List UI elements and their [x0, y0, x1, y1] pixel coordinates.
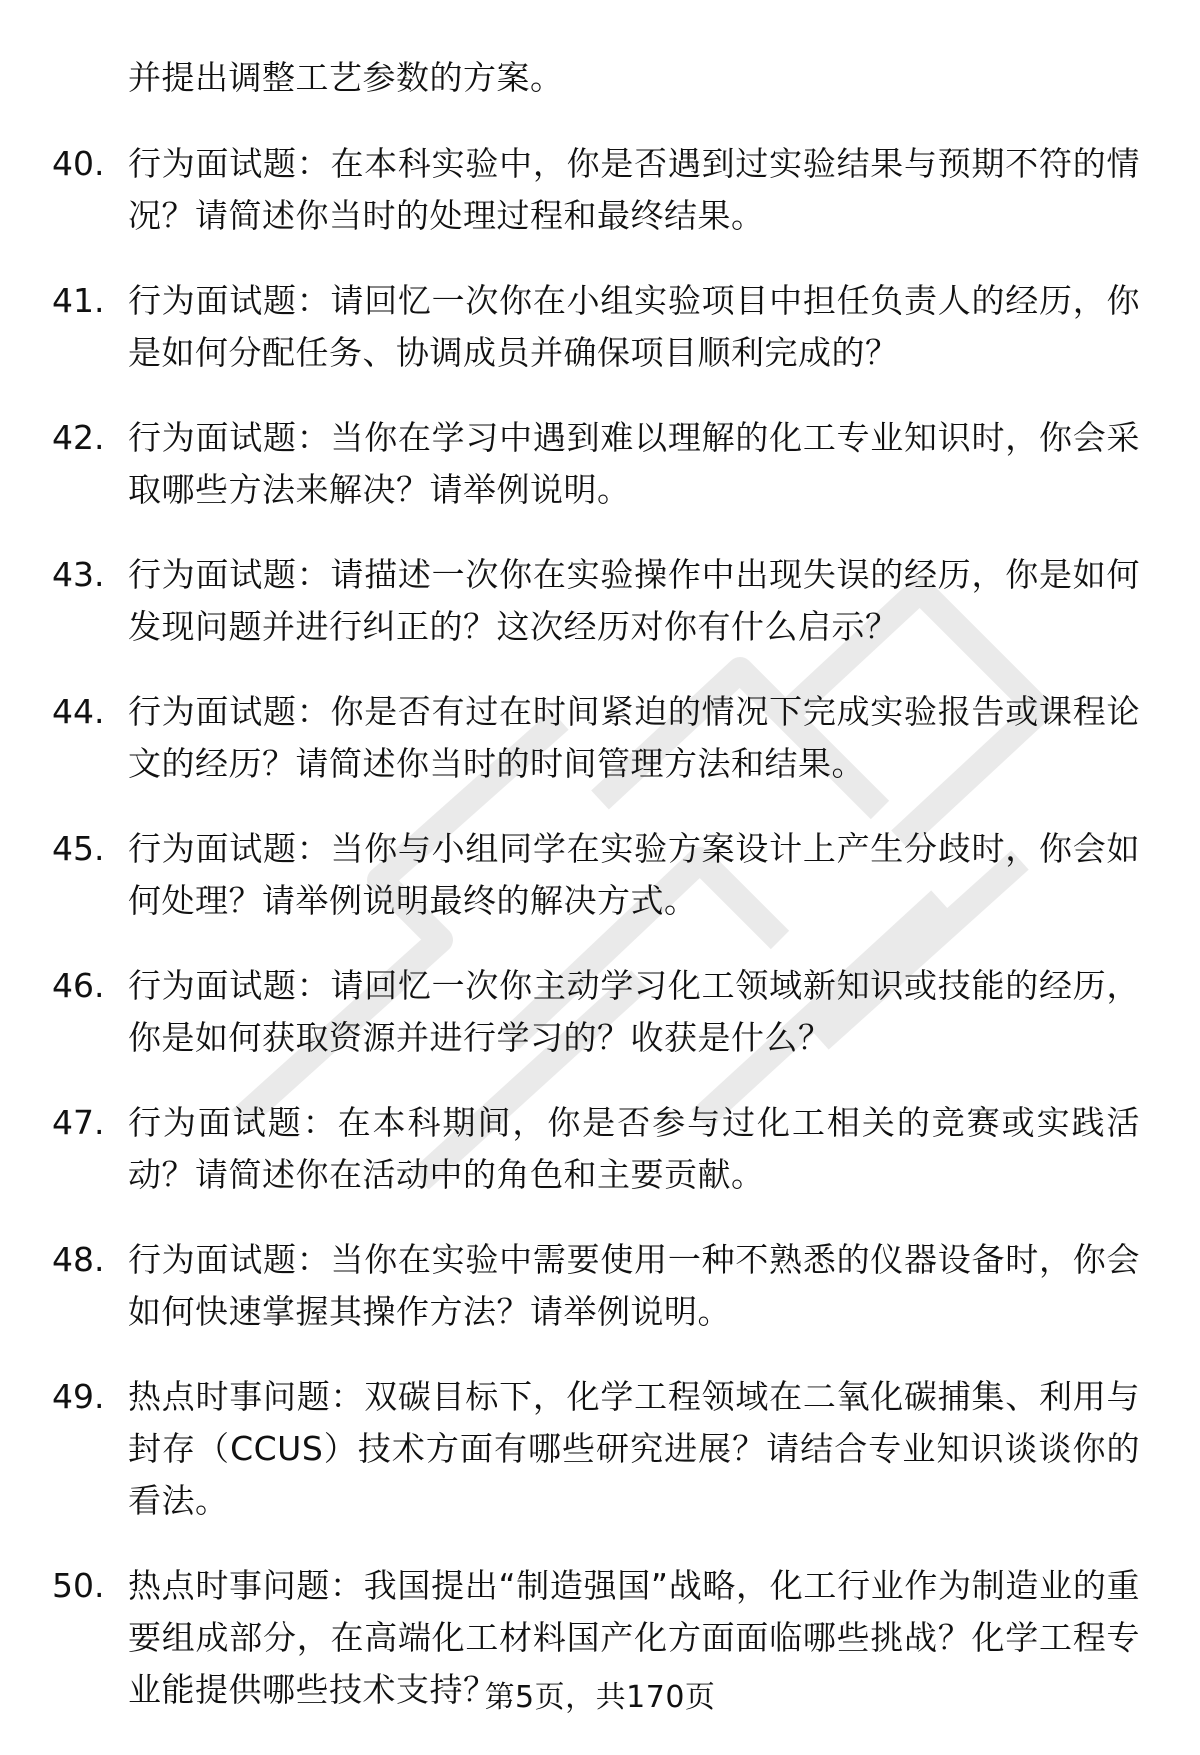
question-text: 行为面试题：在本科实验中，你是否遇到过实验结果与预期不符的情况？请简述你当时的处理过程和最终结果。	[128, 144, 1140, 235]
question-text: 行为面试题：请回忆一次你主动学习化工领域新知识或技能的经历，你是如何获取资源并进行学习的？收获是什么？	[128, 966, 1140, 1057]
question-number: 48.	[52, 1240, 105, 1279]
question-text: 行为面试题：请描述一次你在实验操作中出现失误的经历，你是如何发现问题并进行纠正的？这次经历对你有什么启示？	[128, 555, 1140, 646]
continuation-text: 并提出调整工艺参数的方案。	[128, 58, 564, 97]
question-item	[52, 1097, 1142, 1201]
question-item	[52, 1234, 1142, 1338]
question-item	[52, 1371, 1142, 1527]
question-item	[52, 549, 1142, 653]
question-number: 49.	[52, 1377, 105, 1416]
question-text: 行为面试题：当你在学习中遇到难以理解的化工专业知识时，你会采取哪些方法来解决？请举例说明。	[128, 418, 1140, 509]
question-item	[52, 823, 1142, 927]
question-number: 45.	[52, 829, 105, 868]
question-text: 行为面试题：当你与小组同学在实验方案设计上产生分歧时，你会如何处理？请举例说明最终的解决方式。	[128, 829, 1140, 920]
question-text: 热点时事问题：我国提出“制造强国”战略，化工行业作为制造业的重要组成部分，在高端化工材料国产化方面面临哪些挑战？化学工程专业能提供哪些技术支持？	[128, 1566, 1140, 1709]
question-text: 热点时事问题：双碳目标下，化学工程领域在二氧化碳捕集、利用与封存（CCUS）技术方面有哪些研究进展？请结合专业知识谈谈你的看法。	[128, 1377, 1140, 1520]
question-number: 42.	[52, 418, 105, 457]
question-number: 40.	[52, 144, 105, 183]
question-item	[52, 686, 1142, 790]
question-item	[52, 960, 1142, 1064]
question-number: 43.	[52, 555, 105, 594]
question-item	[52, 138, 1142, 242]
question-number: 44.	[52, 692, 105, 731]
question-number: 47.	[52, 1103, 105, 1142]
question-text: 行为面试题：你是否有过在时间紧迫的情况下完成实验报告或课程论文的经历？请简述你当时的时间管理方法和结果。	[128, 692, 1140, 783]
question-number: 46.	[52, 966, 105, 1005]
page-footer: 第5页，共170页	[484, 1680, 716, 1715]
question-text: 行为面试题：当你在实验中需要使用一种不熟悉的仪器设备时，你会如何快速掌握其操作方法？请举例说明。	[128, 1240, 1140, 1331]
question-number: 50.	[52, 1566, 105, 1605]
question-number: 41.	[52, 281, 105, 320]
question-list	[52, 52, 1142, 1749]
question-text: 行为面试题：请回忆一次你在小组实验项目中担任负责人的经历，你是如何分配任务、协调成员并确保项目顺利完成的？	[128, 281, 1140, 372]
question-item	[52, 412, 1142, 516]
question-item	[52, 275, 1142, 379]
question-text: 行为面试题：在本科期间，你是否参与过化工相关的竞赛或实践活动？请简述你在活动中的角色和主要贡献。	[128, 1103, 1140, 1194]
